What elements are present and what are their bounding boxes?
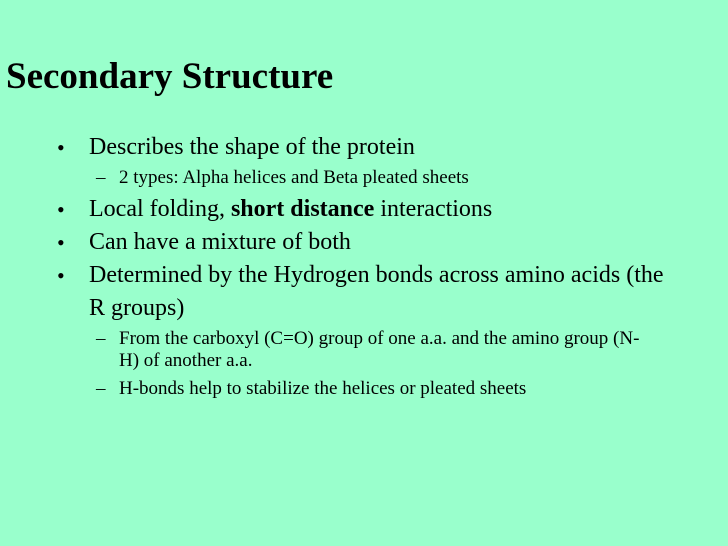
sub-bullet-marker: – xyxy=(96,167,106,188)
bullet-text: Describes the shape of the protein xyxy=(89,134,415,160)
bullet-text-part: Local folding, xyxy=(89,196,231,222)
sub-bullet-text: H-bonds help to stabilize the helices or pleated sheets xyxy=(119,378,527,399)
sub-bullet-item xyxy=(0,328,659,372)
sub-bullet-list xyxy=(0,167,728,189)
sub-bullet-text: From the carboxyl (C=O) group of one a.a. and the amino group (N-H) of another a.a. xyxy=(119,328,640,371)
bullet-list xyxy=(0,131,728,400)
bullet-text: Determined by the Hydrogen bonds across amino acids (the R groups) xyxy=(89,262,664,321)
sub-bullet-list xyxy=(0,328,728,400)
bullet-item xyxy=(0,226,669,259)
sub-bullet-marker: – xyxy=(96,328,106,349)
bullet-marker: • xyxy=(57,230,65,255)
bullet-item xyxy=(0,131,669,164)
sub-bullet-text: 2 types: Alpha helices and Beta pleated sheets xyxy=(119,167,469,188)
bullet-item xyxy=(0,193,669,226)
bullet-text-emphasis: short distance xyxy=(230,196,375,222)
bullet-marker: • xyxy=(57,197,65,222)
bullet-marker: • xyxy=(57,263,65,288)
bullet-marker: • xyxy=(57,135,65,160)
bullet-text xyxy=(89,196,492,222)
bullet-item xyxy=(0,259,669,325)
sub-bullet-item xyxy=(0,167,659,189)
sub-bullet-marker: – xyxy=(96,378,106,399)
sub-bullet-item xyxy=(0,378,659,400)
slide-title: Secondary Structure xyxy=(6,56,334,97)
bullet-text-part: interactions xyxy=(374,196,493,222)
bullet-text: Can have a mixture of both xyxy=(89,229,351,255)
